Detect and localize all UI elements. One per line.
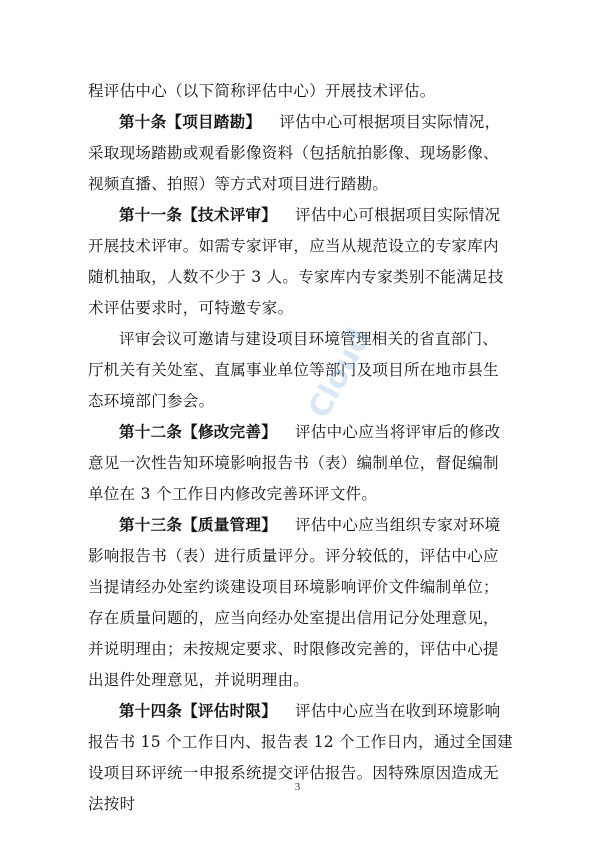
article-heading: 第十三条【质量管理】 — [119, 516, 278, 534]
paragraph-text: 评估中心应当将评审后的修改意见一次性告知环境影响报告书（表）编制单位，督促编制单位在 3 个工作日内修改完善环评文件。 — [88, 423, 501, 503]
article-10 — [88, 107, 513, 200]
paragraph-text: 评审会议可邀请与建设项目环境管理相关的省直部门、厅机关有关处室、直属事业单位等部门及项目所在地市县生态环境部门参会。 — [88, 330, 499, 410]
paragraph-text: 评估中心可根据项目实际情况，采取现场踏勘或观看影像资料（包括航拍影像、现场影像、视频直播、拍照）等方式对项目进行踏勘。 — [88, 113, 501, 193]
paragraph-text: 评估中心应当组织专家对环境影响报告书（表）进行质量评分。评分较低的，评估中心应当提请经办处室约谈建设项目环境影响评价文件编制单位；存在质量问题的，应当向经办处室提出信用记分处理意见，并说明理由；未按规定要求、时限修改完善的，评估中心提出退件处理意见，并说明理由。 — [88, 516, 501, 689]
article-12 — [88, 417, 513, 510]
paragraph-text: 评估中心应当在收到环境影响报告书 15 个工作日内、报告表 12 个工作日内，通过全国建设项目环评统一申报系统提交评估报告。因特殊原因造成无法按时 — [88, 702, 513, 813]
watermark: Cloud — [301, 323, 378, 424]
paragraph-text: 评估中心可根据项目实际情况开展技术评审。如需专家评审，应当从规范设立的专家库内随机抽取，人数不少于 3 人。专家库内专家类别不能满足技术评估要求时，可特邀专家。 — [88, 206, 504, 317]
article-heading: 第十一条【技术评审】 — [119, 206, 278, 224]
article-14 — [88, 696, 513, 820]
article-heading: 第十条【项目踏勘】 — [119, 113, 262, 131]
page-number: 3 — [294, 781, 301, 793]
article-11 — [88, 200, 513, 324]
article-heading: 第十二条【修改完善】 — [119, 423, 278, 441]
paragraph-text: 程评估中心（以下简称评估中心）开展技术评估。 — [88, 82, 436, 100]
paragraph-continuation — [88, 76, 513, 107]
article-heading: 第十四条【评估时限】 — [119, 702, 278, 720]
article-13 — [88, 510, 513, 696]
paragraph-review-meeting — [88, 324, 513, 417]
